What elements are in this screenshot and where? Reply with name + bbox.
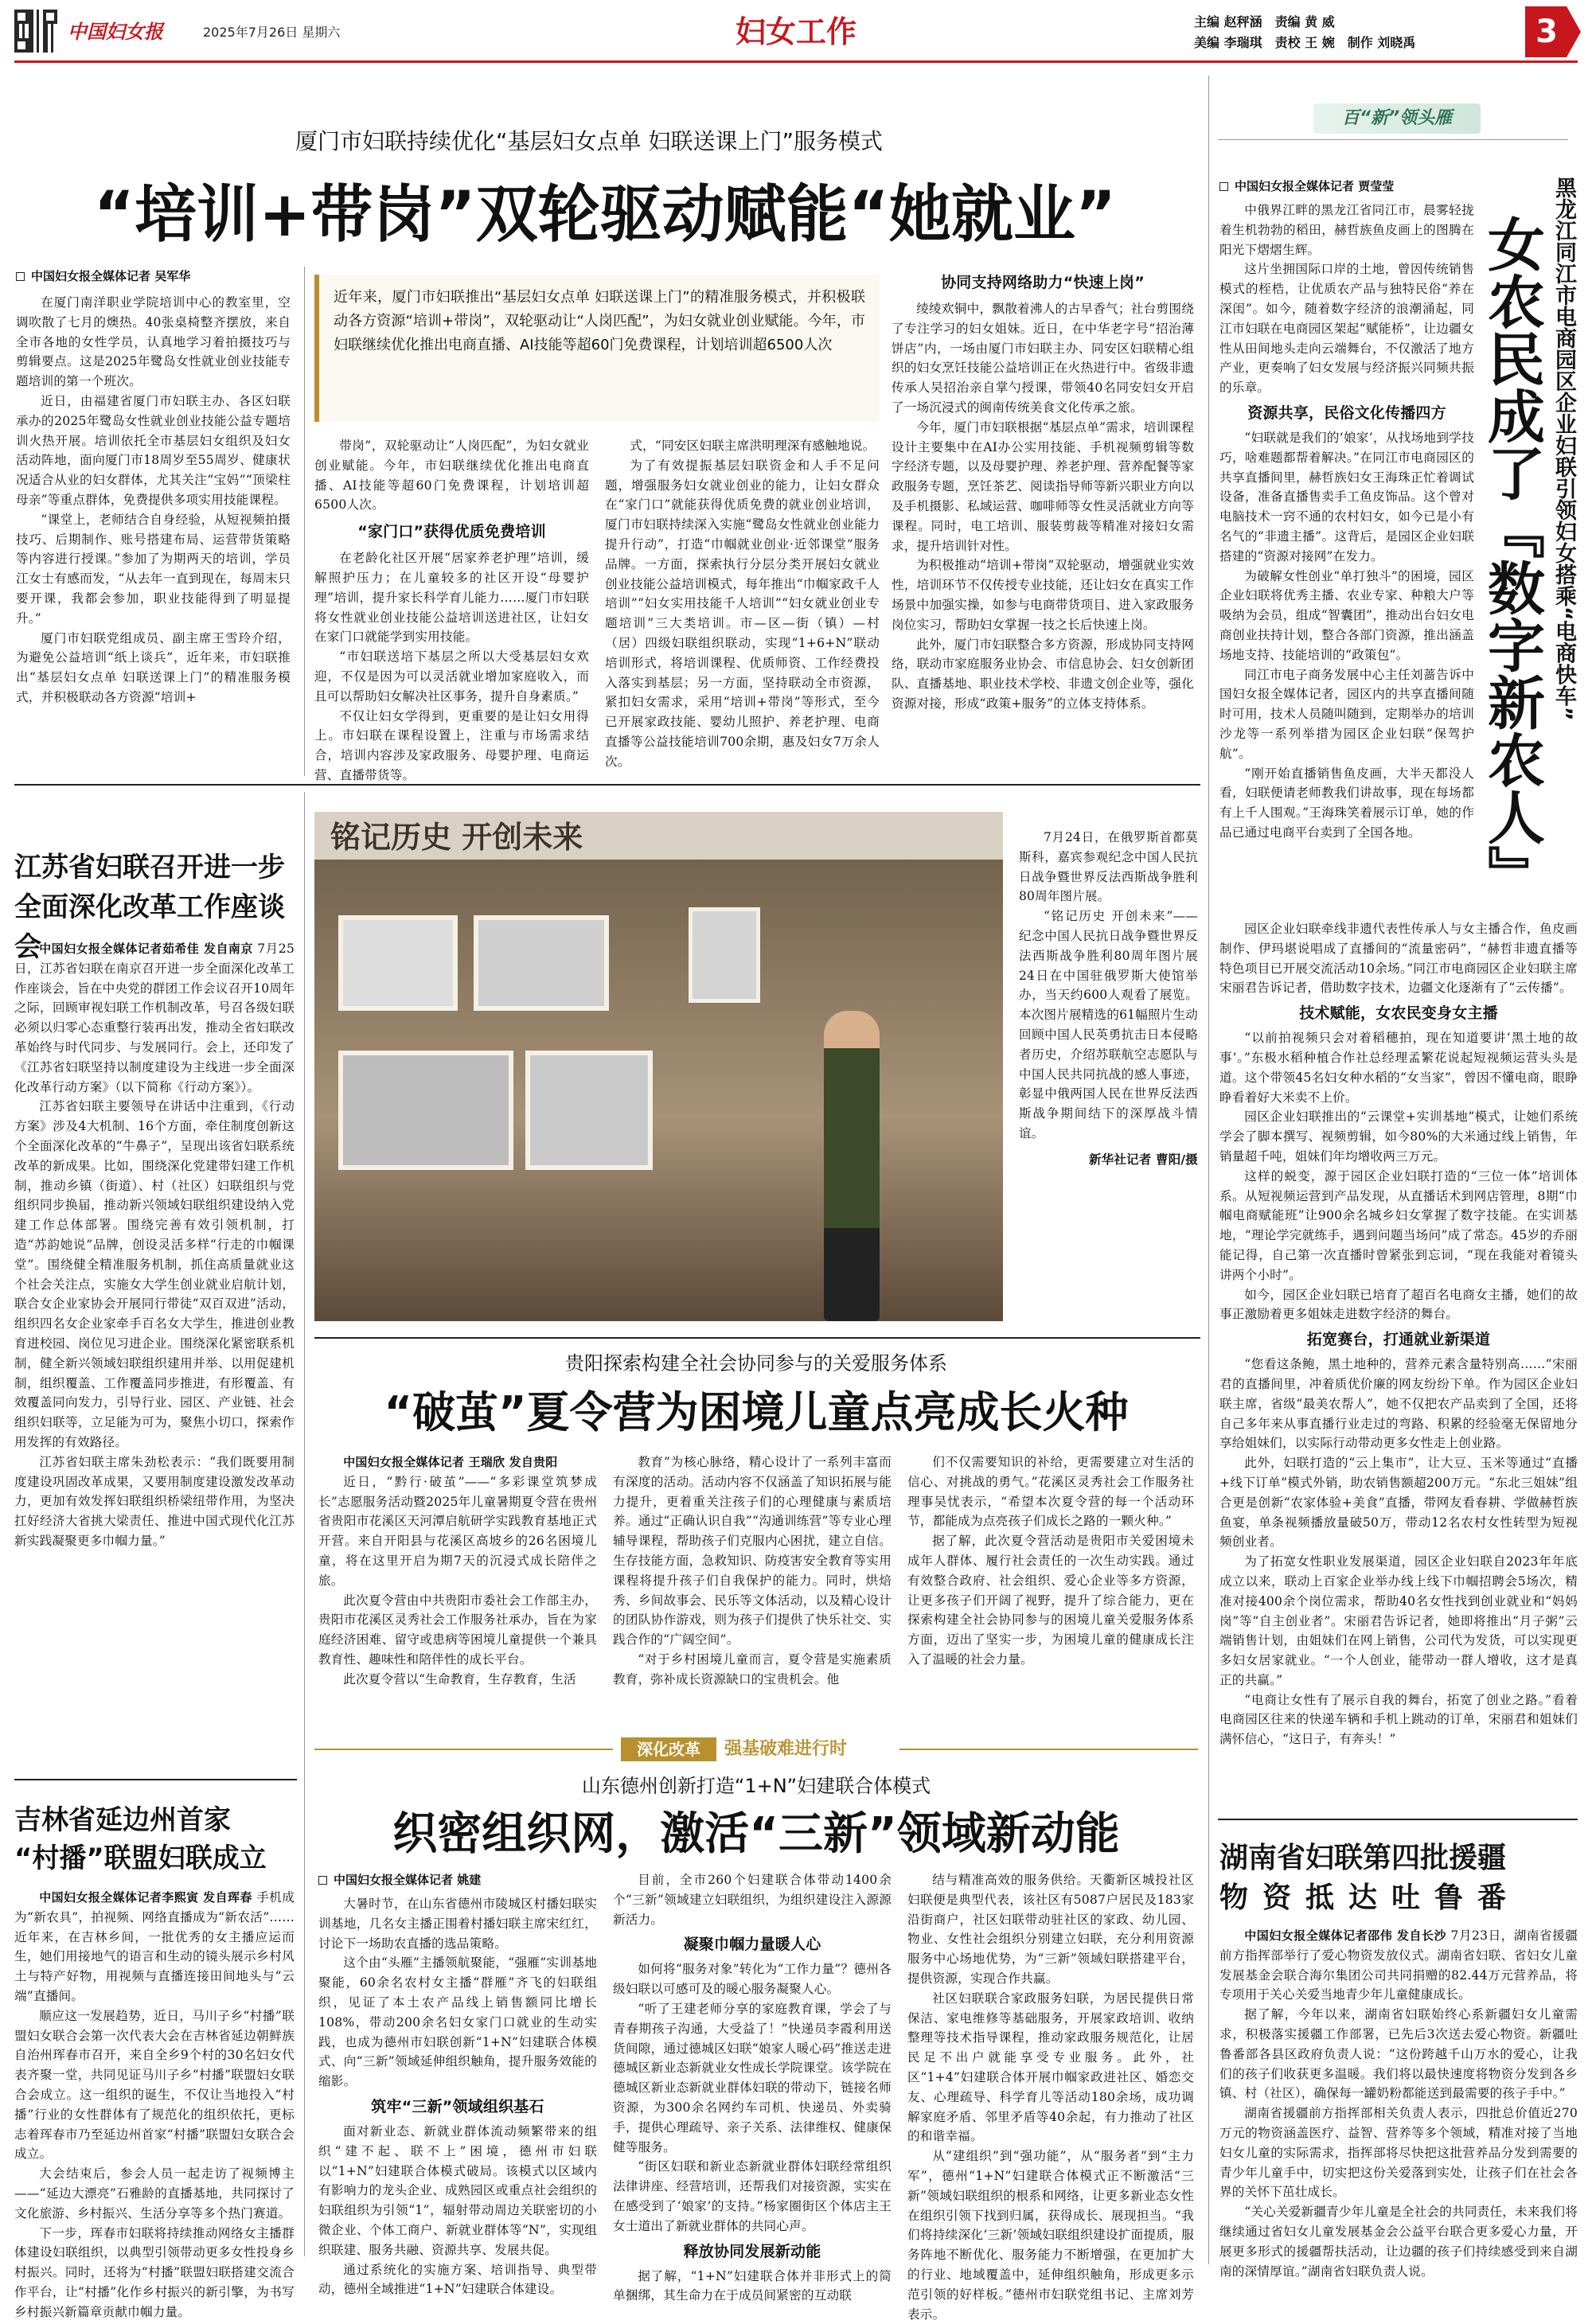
exhibit-frame-5 <box>689 907 760 1003</box>
jilin-byline: 中国妇女报全媒体记者李熙寅 发自珲春 <box>39 1890 252 1905</box>
lead-col-4: 协同支持网络助力“快速上岗” 绫绫欢铜中，飘散着沸人的古早香气；社台剪围绕了专注学习的妇女姐妹。近日，在中华老字号“招治薄饼店”内，一场由厦门市妇联主办、同安区妇联精心组织的妇女烹饪技能公益培训正在火热进行中。省级非遗传承人吴招治亲自掌勺授课，带领40名同安妇女开启了一场沉浸式的闽南传统美食文化传承之旅。 今年，厦门市妇联根据“基层点单”需求，培训课程设计主要集中在AI办公实用技能、手机视频剪辑等数字经济专题，以及母婴护理、养老护理、营养配餐等家政服务专题，烹饪茶艺、阅读指导师等新兴职业方向以及手机摄影、私域运营、咖啡师等女性灵活就业方向等课程。同时，电工培训、服装剪裁等精准对接妇女需求，提升培训针对性。 为积极推动“培训+带岗”双轮驱动，增强就业实效性，培训环节不仅传授专业技能，还让妇女在真实工作场景中加强实操，如参与电商带货项目、进入家政服务岗位实习，帮助妇女掌握一技之长后快速上岗。 此外，厦门市妇联整合多方资源，形成协同支持网络，联动市家庭服务业协会、市信息协会、妇女创新团队、直播基地、职业技术学校、非遗文创企业等，强化资源对接，形成“政策+服务”的立体支持体系。 <box>892 271 1194 776</box>
hunan-headline-1: 湖南省妇联第四批援疆 <box>1219 1842 1507 1874</box>
guiyang-col-3: 们不仅需要知识的补给，更需要建立对生活的信心、对挑战的勇气。”花溪区灵秀社会工作服务社理事吴忧表示，“希望本次夏令营的每一个活动环节，都能成为点亮孩子们成长之路的一颗火种。” 据了解，此次夏令营活动是贵阳市关爱困境未成年人群体、履行社会责任的一次生动实践。通过有效整合政府、社会组织、爱心企业等多方资源，让更多孩子们开阔了视野，提升了综合能力，更在探索构建全社会协同参与的困境儿童关爱服务体系方面，迈出了坚实一步，为困境儿童的健康成长注入了温暖的社会力量。 <box>907 1455 1194 1667</box>
lead-kicker: 厦门市妇联持续优化“基层妇女点单 妇联送课上门”服务模式 <box>295 128 883 154</box>
jiangsu-headline-1: 江苏省妇联召开进一步 <box>14 852 285 883</box>
jiangsu-headline-2: 全面深化改革工作座谈会 <box>14 891 285 963</box>
exhibit-frame-3 <box>338 1051 513 1170</box>
sidebar-subhead-1: 资源共享，民俗文化传播四方 <box>1247 404 1446 422</box>
lead-col-1: 在厦门南洋职业学院培训中心的教室里，空调吹散了七月的燠热。40张桌椅整齐摆放，来自全市各地的女性学员，认真地学习着拍摄技巧与剪辑要点。这是2025年鹭岛女性就业创业技能专题培训的第一个班次。 近日，由福建省厦门市妇联主办、各区妇联承办的2025年鹭岛女性就业创业技能公益专题培训火热开展。培训依托全市基层妇女组织及妇女活动阵地，面向厦门市18周岁至55周岁、健康状况适合从业的妇女群体，尤其关注“宝妈”“顶梁柱母亲”等重点群体，免费提供多项实用技能课程。 “课堂上，老师结合自身经验，从短视频拍摄技巧、后期制作、账号搭建布局、运营带货策略等内容进行授课。”参加了为期两天的培训，学员江女士有感而发，“从去年一直到现在，每周末只要开课，我都会参加，职业技能得到了明显提升。” 厦门市妇联党组成员、副主席王雪玲介绍，为避免公益培训“纸上谈兵”，近年来，市妇联推出“基层妇女点单 妇联送课上门”的精准服务模式，并积极联动各方资源“培训+ <box>16 295 291 704</box>
guiyang-col-2: 教育”为核心脉络，精心设计了一系列丰富而有深度的活动。活动内容不仅涵盖了知识拓展与能力提升，更着重关注孩子们的心理健康与素质培养。通过“正确认识自我”“沟通训练营”等专业心理辅导课程，帮助孩子们克服内心困扰，建立自信。生存技能方面，急救知识、防疫害安全教育等实用课程将提升孩子们自我保护的能力。同时，烘焙秀、乡间故事会、民乐等文体活动，以及精心设计的团队协作游戏，则为孩子们提供了快乐社交、实践合作的“广阔空间”。 “对于乡村困境儿童而言，夏令营是实施素质教育，弥补成长资源缺口的宝贵机会。他 <box>613 1455 892 1686</box>
dezhou-col-2: 目前，全市260个妇建联合体带动1400余个“三新”领域建立妇联组织，为组织建设注入源源新活力。 凝聚巾帼力量暖人心 如何将“服务对象”转化为“工作力量”？德州各级妇联以可感可及的暖心服务凝聚人心。 “听了王建老师分享的家庭教育课，学会了与青春期孩子沟通，大受益了！”快递员李霞利用送货间隙，通过德城区妇联“娘家人暖心码”推送走进德城区新业态新就业女性成长学院课堂。该学院在德城区新业态新就业群体妇联的带动下，链接名师资源，为300余名网约车司机、快递员、外卖骑手，提供心理疏导、亲子关系、法律维权、健康保健等服务。 “街区妇联和新业态新就业群体妇联经常组织法律讲座、经营培训，还帮我们对接资源，实实在在感受到了‘娘家’的支持。”杨家圈街区个体店主王女士道出了新就业群体的共同心声。 释放协同发展新动能 据了解，“1+N”妇建联合体并非形式上的简单捆绑，其生命力在于成员间紧密的互动联 <box>613 1873 892 2303</box>
sidebar-tag: 百“新”领头雁 <box>1313 103 1481 134</box>
dezhou-subhead-2: 凝聚巾帼力量暖人心 <box>683 1936 821 1954</box>
band-slogan: 强基破难进行时 <box>724 1739 848 1759</box>
page-number: 3 <box>1535 14 1558 50</box>
sidebar-byline: 中国妇女报全媒体记者 贾莹莹 <box>1219 177 1458 197</box>
jilin-headline-1: 吉林省延边州首家 <box>14 1804 231 1836</box>
dezhou-kicker: 山东德州创新打造“1+N”妇建联合体模式 <box>581 1775 931 1797</box>
lead-col-2: 带岗”，双轮驱动让“人岗匹配”，为妇女就业创业赋能。今年，市妇联继续优化推出电商直播、AI技能等超60门免费课程，计划培训超6500人次。 “家门口”获得优质免费培训 在老龄化社区开展“居家养老护理”培训，缓解照护压力；在儿童较多的社区开设“母婴护理”培训，提升家长科学育儿能力……厦门市妇联将女性就业创业技能公益培训送进社区，让妇女在家门口就能学到实用技能。 “市妇联送培下基层之所以大受基层妇女欢迎，不仅是因为可以灵活就业增加家庭收入，而且可以帮助妇女解决社区事务，提升自身素质。” 不仅让妇女学得到，更重要的是让妇女用得上。市妇联在课程设置上，注重与市场需求结合，培训内容涉及家政服务、母婴护理、电商运营、直播带货等。 <box>314 439 589 782</box>
dezhou-headline: 织密组织网，激活“三新”领域新动能 <box>392 1808 1120 1860</box>
page-number-badge <box>1525 6 1581 57</box>
dezhou-byline: 中国妇女报全媒体记者 姚建 <box>318 1870 605 1891</box>
band-tag: 深化改革 <box>621 1737 716 1761</box>
jiangsu-byline: 中国妇女报全媒体记者茹希佳 发自南京 <box>39 942 253 956</box>
guiyang-headline: “破茧”夏令营为困境儿童点亮成长火种 <box>384 1387 1129 1437</box>
editor-credits-1: 主编 赵秤涵 责编 黄 威 <box>1194 14 1335 29</box>
news-photo <box>314 812 1003 1321</box>
sidebar-vertical-title-small: 黑龙江同江市电商园区企业妇联引领妇女搭乘“电商快车” <box>1551 177 1576 721</box>
hunan-headline-2: 物资抵达吐鲁番 <box>1219 1881 1521 1914</box>
hunan-body: 中国妇女报全媒体记者邵伟 发自长沙 7月23日，湖南省援疆前方指挥部举行了爱心物资发放仪式。湖南省妇联、省妇女儿童发展基金会联合海尔集团公司共同捐赠的82.44万元营养品，将专项用于关心关爱当地青少年儿童健康成长。 据了解，今年以来，湖南省妇联始终心系新疆妇女儿童需求，积极落实援疆工作部署，已先后3次送去爱心物资。新疆吐鲁番部各县区政府负责人说：“这份跨越千山万水的爱心，让我们的孩子们收获更多温暖。我们将以最快速度将物资分发到各乡镇、村（社区），确保每一罐奶粉都能送到最需要的孩子手中。” 湖南省援疆前方指挥部相关负责人表示，四批总价值近270万元的物资涵盖医疗、益智、营养等多个领域，精准对接了当地妇女儿童的实际需求，指挥部将尽快把这批营养品分发到需要的青少年儿童手中，切实把这份关爱落到实处，让孩子们在社会各界的关怀下茁壮成长。 “关心关爱新疆青少年儿童是全社会的共同责任，未来我们将继续通过省妇女儿童发展基金会公益平台联合更多爱心力量，开展更多形式的援疆帮扶活动，让边疆的孩子们持续感受到来自湖南的深情厚谊。”湖南省妇联负责人说。 <box>1219 1928 1578 2279</box>
paper-logo: 中国妇女报 <box>68 21 163 43</box>
exhibit-frame-2 <box>474 915 609 1011</box>
photo-credit: 新华社记者 曹阳/摄 <box>1088 1152 1198 1167</box>
lead-subhead-1: “家门口”获得优质免费培训 <box>357 523 546 541</box>
guiyang-col-1: 中国妇女报全媒体记者 王瑞欣 发自贵阳 近日，“黔行·破茧”——“多彩课堂筑梦成长”志愿服务活动暨2025年儿童暑期夏令营在贵州省贵阳市花溪区天河潭启航研学实践教育基地正式开营。来自开阳县与花溪区高坡乡的26名困境儿童，将在这里开启为期7天的沉浸式成长陪伴之旅。 此次夏令营由中共贵阳市委社会工作部主办，贵阳市花溪区灵秀社会工作服务社承办，旨在为家庭经济困难、留守或患病等困境儿童提供一个兼具教育性、趣味性和陪伴性的成长平台。 此次夏令营以“生命教育，生存教育，生活 <box>318 1455 597 1686</box>
photo-caption: 7月24日，在俄罗斯首都莫斯科，嘉宾参观纪念中国人民抗日战争暨世界反法西斯战争胜利80周年图片展。 “铭记历史 开创未来”——纪念中国人民抗日战争暨世界反法西斯战争胜利80周年图片展24日在中国驻俄罗斯大使馆举办，当天约600人观看了展览。本次图片展精选的61幅照片生动回顾中国人民英勇抗击日本侵略者历史，介绍苏联航空志愿队与中国人民共同抗战的感人事迹，彰显中俄两国人民在世界反法西斯战争期间结下的深厚战斗情谊。 新华社记者 曹阳/摄 <box>1019 828 1198 1321</box>
sidebar-vertical-title-big: 女农民成了『数字新农人』 <box>1478 215 1545 903</box>
exhibit-frame-4 <box>525 1051 653 1170</box>
dezhou-subhead-3: 释放协同发展新动能 <box>683 2242 821 2260</box>
guiyang-byline: 中国妇女报全媒体记者 王瑞欣 发自贵阳 <box>343 1455 558 1469</box>
editor-credits-2: 美编 李瑞琪 责校 王 婉 制作 刘晓禹 <box>1194 35 1416 50</box>
dezhou-col-3: 结与精准高效的服务供给。天衢新区城投社区妇联便是典型代表，该社区有5087户居民及183家沿街商户，社区妇联带动驻社区的家政、幼儿园、物业、女性社会组织分别建立妇联，充分利用资源服务中心场地优势，为“三新”领域妇联搭建平台，提供资源，实现合作共赢。 社区妇联联合家政服务妇联，为居民提供日常保洁、家电维修等基础服务，开展家政培训、收纳整理等技术指导课程，推动家政服务规范化，让居民足不出户就能享受专业服务。此外，社区“1+4”妇建联合体开展巾帼家政进社区、婚恋交友、心理疏导、科学育儿等活动180余场，成功调解家庭矛盾、邻里矛盾等40余起，有力推动了社区的和谐幸福。 从“建组织”到“强功能”，从“服务者”到“主力军”，德州“1+N”妇建联合体模式正不断激活“三新”领域妇联组织的根系和网络，让更多新业态女性在组织引领下找到归属，获得成长、展现担当。“我们将持续深化‘三新’领域妇联组织建设扩面提质，服务阵地不断优化、服务能力不断增强，在更加扩大的行业、地域覆盖中，延伸组织触角，形成更多示范引领的好样板。”德州市妇联党组书记、主席刘芳表示。 <box>907 1873 1194 2322</box>
lead-headline: “培训+带岗”双轮驱动赋能“她就业” <box>93 179 1117 251</box>
sidebar-body-2: 园区企业妇联牵线非遗代表性传承人与女主播合作，鱼皮画制作、伊玛堪说唱成了直播间的“流量密码”，“赫哲非遗直播等特色项目已开展交流活动10余场。”同江市电商园区企业妇联主席宋丽君告诉记者，借助数字技术，边疆文化逐渐有了“云传播”。 技术赋能，女农民变身女主播 “以前拍视频只会对着稻穗拍，现在知道要讲‘黑土地的故事’。”东极水稻种植合作社总经理孟繁花说起短视频运营头头是道。这个带领45名妇女种水稻的“女当家”，曾因不懂电商，眼睁睁看着好大米卖不上价。 园区企业妇联推出的“云课堂+实训基地”模式，让她们系统学会了脚本撰写、视频剪辑，如今80%的大米通过线上销售，年销量超千吨，姐妹们年均增收两三万元。 这样的蜕变，源于园区企业妇联打造的“三位一体”培训体系。从短视频运营到产品发现，从直播话术到网店管理，8期“巾帼电商赋能班”让900余名城乡妇女掌握了数字技能。在实训基地，“理论学完就练手，遇到问题当场问”成了常态。45岁的乔丽能记得，自己第一次直播时曾紧张到忘词，“现在我能对着镜头讲两个小时”。 如今，园区企业妇联已培育了超百名电商女主播，她们的故事正激励着更多姐妹走进数字经济的舞台。 拓宽赛台，打通就业新渠道 “您看这条鲍，黑土地种的，营养元素含量特别高……”宋丽君的直播间里，冲着质优价廉的网友纷纷下单。作为园区企业妇联主席，省级“最美农帮人”，她不仅把农产品卖到了全国，还将自己多年来从事直播行业走过的弯路、积累的经验毫无保留地分享给姐妹们，以实际行动带动更多女性走上创业路。 此外，妇联打造的“云上集市”，让大豆、玉米等通过“直播+线下订单”模式外销，助农销售额超200万元。“东北三姐妹”组合更是创新“农家体验+美食”直播，带网友看春耕、学做赫哲族鱼宴，单条视频播放量破50万，带动12名农村女性转型为短视频创业者。 为了拓宽女性职业发展渠道，园区企业妇联自2023年年底成立以来，联动上百家企业举办线上线下巾帼招聘会5场次，精准对接400余个岗位需求，帮助40名女性找到创业就业和“妈妈岗”等“自主创业者”。宋丽君告诉记者，她即将推出“月子粥”云端销售计划，由姐妹们在网上销售，公司代为发货，可以实现更多妇女居家就业。“一个人创业，能带动一群人增收，这才是真正的共赢。” “电商让女性有了展示自我的舞台，拓宽了创业之路。”看着电商园区往来的快递车辆和手机上跳动的订单，宋丽君和姐妹们满怀信心，“这日子，有奔头！” <box>1219 922 1578 1747</box>
qr-code-icon <box>14 10 57 53</box>
jiangsu-body: 中国妇女报全媒体记者茹希佳 发自南京 7月25日，江苏省妇联在南京召开进一步全面深化改革工作座谈会，旨在中央党的群团工作会议召开10周年之际，回顾审视妇联工作机制改革，号召各级妇联必须以归零心态重整行装再出发，推动全省妇联改革始终与时代同步、与发展同行。会上，还印发了《江苏省妇联坚持以制度建设为主线进一步全面深化改革行动方案》（以下简称《行动方案》）。 江苏省妇联主要领导在讲话中注重到，《行动方案》涉及4大机制、16个方面，牵住制度创新这个全面深化改革的“牛鼻子”，呈现出该省妇联系统改革的新成果。比如，围绕深化党建带妇建工作机制，推动乡镇（街道）、村（社区）妇联组织与党组织同步换届，推动新兴领域妇联组织建设纳入党建工作总体部署。围绕完善有效引领机制，打造“苏韵她说”品牌，创设灵活多样“行走的巾帼课堂”。围绕健全精准服务机制，抓住高质量就业这个社会关注点，实施女大学生创业就业启航计划，联合女企业家协会开展同行带徒“双百双进”活动，组织四名女企业家牵手百名女大学生，推进创业教育进校园、岗位见习进企业。围绕深化紧密联系机制，健全新兴领域妇联组织建用并举、以用促建机制，组织覆盖、工作覆盖同步推进，有形覆盖、有效覆盖同向发力，引导行业、园区、产业链、社会组织妇联等，立足能为可为，聚焦小切口，探索作用发挥的有效路径。 江苏省妇联主席朱劲松表示：“我们既要用制度建设巩固改革成果，又要用制度建设激发改革动力，更加有效发挥妇联组织桥梁纽带作用，为坚决扛好经济大省挑大梁责任、推进中国式现代化江苏新实践凝聚更多巾帼力量。” <box>14 942 295 1548</box>
lead-byline: 中国妇女报全媒体记者 吴军华 <box>16 267 302 287</box>
section-title: 妇女工作 <box>735 14 856 49</box>
sidebar-subhead-3: 拓宽赛台，打通就业新渠道 <box>1306 1331 1491 1349</box>
jilin-body: 中国妇女报全媒体记者李熙寅 发自珲春 手机成为“新农具”，拍视频、网络直播成为“新农活”……近年来，在吉林乡间，一批优秀的女主播应运而生，她们用接地气的语言和生动的镜头展示乡村风土与特产好物，用视频与直播连接田间地头与“云端”直播间。 顺应这一发展趋势，近日，马川子乡“村播”联盟妇女联合会第一次代表大会在吉林省延边朝鲜族自治州珲春市召开，来自全乡9个村的30名妇女代表齐聚一堂，共同见证马川子乡“村播”联盟妇女联合会成立。这一组织的诞生，不仅让当地投入“村播”行业的女性群体有了规范化的组织依托，更标志着珲春市乃至延边州首家“村播”联盟妇女联合会成立。 大会结束后，参会人员一起走访了视频博主——“延边大漂亮”石雅龄的直播基地，共同探讨了文化旅游、乡村振兴、生活分享等多个热门赛道。 下一步，珲春市妇联将持续推动网络女主播群体建设妇联组织，以典型引领带动更多女性投身乡村振兴。同时，还将为“村播”联盟妇联搭建交流合作平台，让“村播”化作乡村振兴的新引擎，为书写乡村振兴新篇章贡献巾帼力量。 <box>14 1890 295 2319</box>
guiyang-kicker: 贵阳探索构建全社会协同参与的关爱服务体系 <box>565 1352 947 1375</box>
lead-subhead-2: 协同支持网络助力“快速上岗” <box>941 274 1145 291</box>
lead-intro: 近年来，厦门市妇联推出“基层妇女点单 妇联送课上门”的精准服务模式，并积极联动各方资源“培训+带岗”，双轮驱动让“人岗匹配”，为妇女就业创业赋能。今年，市妇联继续优化推出电商直播、AI技能等超60门免费课程，计划培训超6500人次 <box>334 289 865 353</box>
issue-date: 2025年7月26日 星期六 <box>203 25 341 40</box>
exhibit-frame-1 <box>338 915 458 1011</box>
lead-intro-box <box>314 275 880 422</box>
visitor-figure <box>824 1011 880 1321</box>
sidebar-subhead-2: 技术赋能，女农民变身女主播 <box>1299 1004 1498 1023</box>
dezhou-subhead-1: 筑牢“三新”领域组织基石 <box>371 2097 544 2115</box>
masthead-rule <box>14 60 1578 63</box>
hunan-byline: 中国妇女报全媒体记者邵伟 发自长沙 <box>1244 1928 1447 1943</box>
dezhou-col-1: 大暑时节，在山东省德州市陵城区村播妇联实训基地，几名女主播正围着村播妇联主席宋红红，讨论下一场助农直播的选品策略。 这个由“头雁”主播领航聚能，“强雁”实训基地聚能，60余名农村女主播“群雁”齐飞的妇联组织，见证了本土农产品线上销售额同比增长108%，带动200余名妇女家门口就业的生动实践，也成为德州市妇联创新“1+N”妇建联合体模式、向“三新”领域延伸组织触角，提升服务效能的缩影。 筑牢“三新”领域组织基石 面对新业态、新就业群体流动频繁带来的组织“建不起、联不上”困境，德州市妇联以“1+N”妇建联合体模式破局。该模式以区域内有影响力的龙头企业、成熟园区或重点社会组织的妇联组织为引领“1”，辐射带动周边关联密切的小微企业、个体工商户、新就业群体等“N”，实现组织联建、服务共融、资源共享、发展共促。 通过系统化的实施方案、培训指导、典型带动，德州全域推进“1+N”妇建联合体建设。 <box>318 1897 597 2297</box>
photo-banner: 铭记历史 开创未来 <box>330 820 583 855</box>
sidebar-body-1: 中俄界江畔的黑龙江省同江市，晨雾轻拢着生机勃勃的稻田，赫哲族鱼皮画上的图腾在阳光下熠熠生辉。 这片坐拥国际口岸的土地，曾因传统销售模式的桎梏，让优质农产品与独特民俗“养在深闺”。如今，随着数字经济的浪潮涌起，同江市妇联在电商园区架起“赋能桥”，让边疆女性从田间地头走向云端舞台，不仅激活了地方产业，更奏响了妇女发展与经济振兴同频共振的乐章。 资源共享，民俗文化传播四方 “妇联就是我们的‘娘家’，从找场地到学技巧，啥难题都帮着解决。”在同江市电商园区的共享直播间里，赫哲族妇女王海珠正忙着调试设备，准备直播售卖手工鱼皮饰品。这个曾对电脑技术一窍不通的农村妇女，如今已是小有名气的“非遗主播”。这背后，是园区企业妇联搭建的“资源对接网”在发力。 为破解女性创业“单打独斗”的困境，园区企业妇联将优秀主播、农业专家、种粮大户等吸纳为会员，组成“智囊团”，推动出台妇女电商创业扶持计划，整合各部门资源，推出涵盖场地支持、技能培训的“政策包”。 同江市电子商务发展中心主任刘蔷告诉中国妇女报全媒体记者，园区内的共享直播间随时可用，技术人员随叫随到，定期举办的培训沙龙等一系列举措为园区企业妇联“保驾护航”。 “刚开始直播销售鱼皮画，大半天都没人看，妇联便请老师教我们讲故事，现在每场都有上千人围观。”王海珠笑着展示订单，她的作品已通过电商平台卖到了全国各地。 <box>1219 203 1474 840</box>
section-band <box>314 1735 1198 1764</box>
lead-col-3: 式，“同安区妇联主席洪明理深有感触地说。 为了有效提振基层妇联资金和人手不足问题，增强服务妇女就业创业的能力，让妇女群众在“家门口”就能获得优质免费的就业创业培训，厦门市妇联持续深入实施“鹭岛女性就业创业能力提升行动”，打造“巾帼就业创业·近邻课堂”服务品牌。一方面，探索执行分层分类开展妇女就业创业技能公益培训模式，每年推出“巾帼家政千人培训”“妇女实用技能千人培训”“妇女就业创业专题培训”三大类培训。市—区—街（镇）—村（居）四级妇联组织联动，实现“1+6+N”联动培训形式，将培训课程、优质师资、工作经费投入落实到基层；另一方面，坚持联动全市资源，紧扣妇女需求，采用“培训+带岗”等形式，至今已开展家政技能、婴幼儿照护、养老护理、电商直播等公益技能培训700余期，惠及妇女7万余人次。 <box>605 439 880 769</box>
jilin-headline-2: “村播”联盟妇联成立 <box>14 1842 267 1874</box>
